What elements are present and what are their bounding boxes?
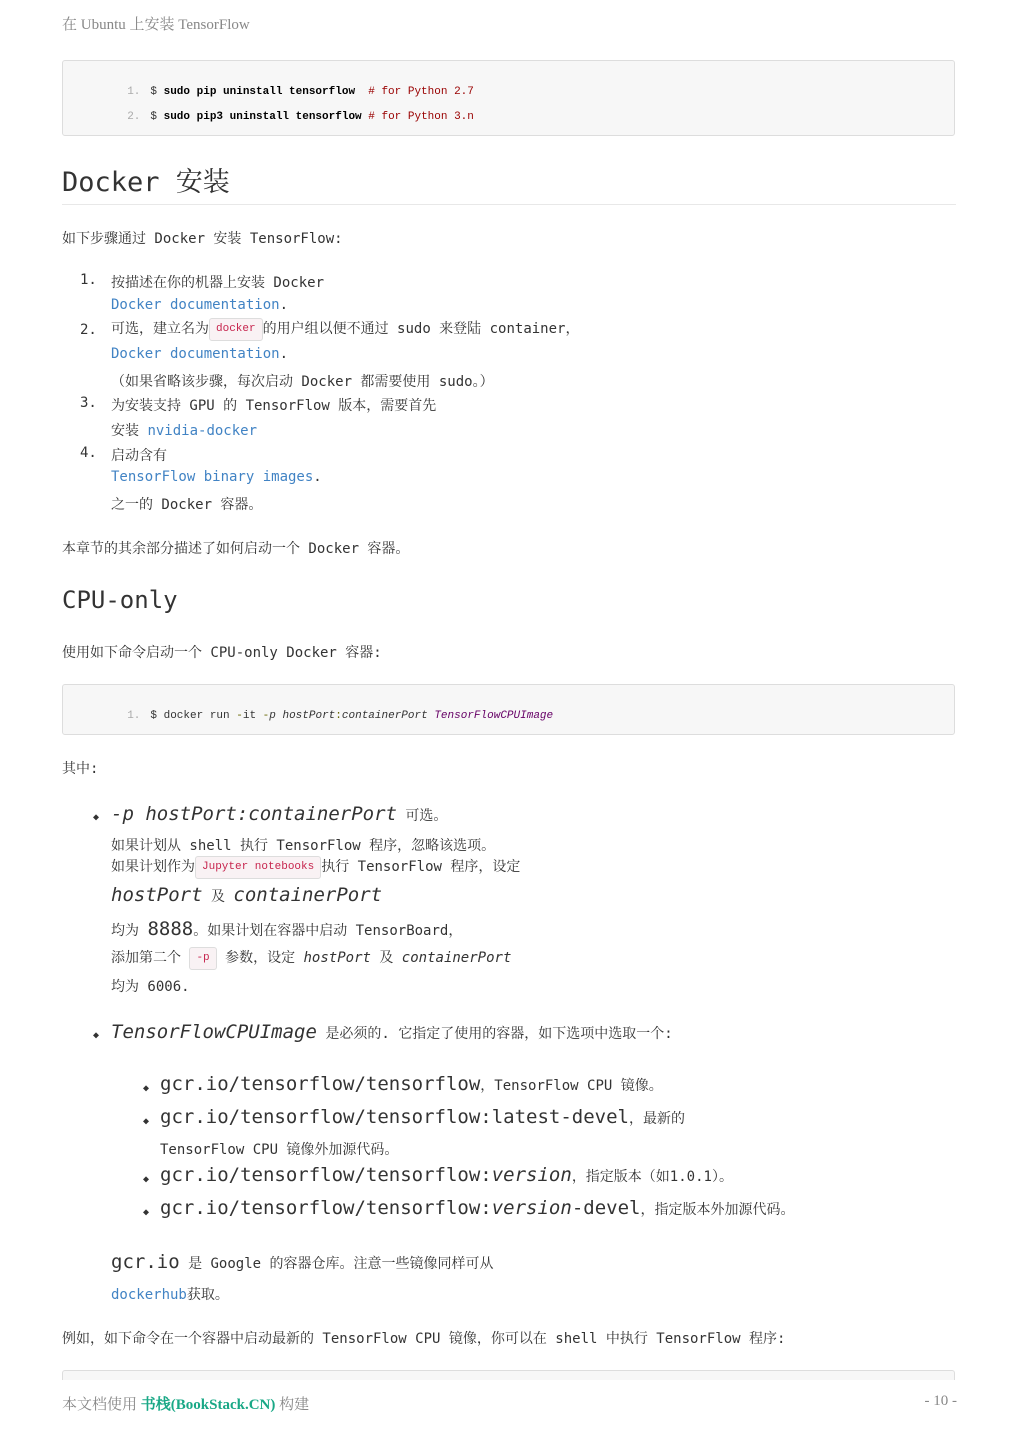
- page-header-title: 在 Ubuntu 上安装 TensorFlow: [62, 17, 250, 33]
- bullet-icon: ◆: [93, 812, 100, 823]
- spacer: [355, 86, 368, 98]
- option-desc: [111, 884, 382, 906]
- step-number: 4.: [80, 445, 97, 461]
- option-desc: [111, 855, 520, 879]
- step-number: 1.: [80, 272, 97, 288]
- punctuation: .: [279, 346, 289, 362]
- registry-name: gcr.io: [111, 1251, 180, 1273]
- nvidia-docker-link[interactable]: nvidia-docker: [147, 423, 258, 439]
- option-note: 是必须的. 它指定了使用的容器，如下选项中选取一个:: [316, 1026, 673, 1042]
- image-option: [160, 1073, 663, 1095]
- command: $ docker run: [150, 710, 237, 722]
- step-link-line: [111, 346, 288, 362]
- text: 本文档使用: [62, 1397, 141, 1413]
- text: 及: [370, 950, 402, 966]
- where-label: 其中:: [62, 761, 99, 777]
- version-placeholder: version: [491, 1164, 572, 1186]
- option-image-title: [111, 1021, 673, 1043]
- option-p-title: [111, 803, 447, 825]
- gcr-note: [111, 1251, 494, 1273]
- text: 获取。: [186, 1287, 229, 1303]
- image-suffix: -devel: [571, 1197, 641, 1219]
- bullet-icon: ◆: [143, 1207, 150, 1218]
- flag: it: [242, 710, 263, 722]
- step-number: 2.: [80, 322, 97, 338]
- step-text-a: 安装: [111, 423, 148, 439]
- step-text: 启动含有: [111, 448, 167, 464]
- image-desc: TensorFlow CPU 镜像外加源代码。: [160, 1142, 399, 1158]
- code-block-uninstall: [62, 60, 955, 136]
- page-number: - 10 -: [924, 1393, 957, 1409]
- bullet-icon: ◆: [143, 1083, 150, 1094]
- placeholder-host-port: hostPort: [282, 710, 336, 722]
- bookstack-link[interactable]: 书栈(BookStack.CN): [140, 1397, 276, 1413]
- image-desc: ，指定版本（如1.0.1）。: [571, 1169, 733, 1185]
- image-name: gcr.io/tensorflow/tensorflow:: [160, 1197, 492, 1219]
- option-name: TensorFlowCPUImage: [111, 1021, 317, 1043]
- code-line: [63, 698, 553, 734]
- step-link-line: [111, 297, 288, 313]
- code-badge-p: -p: [189, 947, 216, 970]
- step-link-line: [111, 469, 322, 485]
- docker-intro: 如下步骤通过 Docker 安装 TensorFlow:: [62, 231, 343, 247]
- step-number: 3.: [80, 395, 97, 411]
- docker-after: 本章节的其余部分描述了如何启动一个 Docker 容器。: [62, 541, 410, 557]
- option-name: -p hostPort:containerPort: [111, 803, 397, 825]
- gcr-note-line2: [111, 1284, 229, 1304]
- dockerhub-link[interactable]: dockerhub: [111, 1287, 187, 1303]
- bullet-icon: ◆: [143, 1116, 150, 1127]
- option-desc: [111, 946, 511, 970]
- option-desc: [111, 918, 462, 940]
- text: 如果计划作为: [111, 859, 195, 875]
- text: 均为: [111, 923, 148, 939]
- option-desc: 均为 6006.: [111, 979, 190, 995]
- host-port: hostPort: [111, 884, 203, 906]
- text: 执行 TensorFlow 程序，设定: [321, 859, 521, 875]
- image-option: [160, 1106, 685, 1128]
- code-block-next: [62, 1370, 955, 1380]
- step-link-line: [111, 420, 257, 440]
- command: sudo pip uninstall tensorflow: [163, 86, 356, 98]
- text: 及: [202, 889, 234, 905]
- heading-docker-install: Docker 安装: [62, 167, 230, 198]
- line-number: 1.: [127, 86, 141, 98]
- text: 构建: [275, 1397, 310, 1413]
- image-desc: ，TensorFlow CPU 镜像。: [480, 1078, 663, 1094]
- docker-documentation-link[interactable]: Docker documentation: [111, 297, 280, 313]
- step-text: [111, 317, 579, 341]
- heading-divider: [62, 204, 956, 205]
- code-badge-docker: docker: [209, 318, 263, 341]
- option-note: 可选。: [396, 808, 448, 824]
- port-number: 8888: [147, 918, 194, 940]
- step-text-a: 可选，建立名为: [111, 321, 209, 337]
- code-line: [63, 99, 474, 135]
- step-text: 之一的 Docker 容器。: [111, 497, 263, 513]
- docker-documentation-link[interactable]: Docker documentation: [111, 346, 280, 362]
- bullet-icon: ◆: [93, 1030, 100, 1041]
- footer-credit: [62, 1393, 309, 1414]
- code-comment: # for Python 2.7: [368, 86, 474, 98]
- step-note: （如果省略该步骤，每次启动 Docker 都需要使用 sudo。）: [111, 374, 494, 390]
- cpu-intro: 使用如下命令启动一个 CPU-only Docker 容器:: [62, 645, 382, 661]
- version-placeholder: version: [491, 1197, 572, 1219]
- punctuation: .: [313, 469, 322, 485]
- text: 参数，设定: [216, 950, 304, 966]
- tensorflow-binary-images-link[interactable]: TensorFlow binary images: [111, 469, 314, 485]
- prompt: $: [150, 111, 164, 123]
- code-badge-jupyter: Jupyter notebooks: [195, 856, 321, 879]
- punctuation: -: [262, 710, 270, 722]
- line-number: 1.: [127, 710, 141, 722]
- image-name: gcr.io/tensorflow/tensorflow:: [160, 1164, 492, 1186]
- line-number: 2.: [127, 111, 141, 123]
- image-option: [160, 1197, 794, 1219]
- command: sudo pip3 uninstall tensorflow: [163, 111, 362, 123]
- punctuation: :: [335, 710, 342, 722]
- container-port: containerPort: [233, 884, 383, 906]
- code-block-docker-run: [62, 684, 955, 735]
- image-desc: ，最新的: [629, 1111, 685, 1127]
- placeholder-container-port: containerPort: [341, 710, 435, 722]
- image-name: gcr.io/tensorflow/tensorflow:latest-devel: [160, 1106, 629, 1128]
- text: 是 Google 的容器仓库。注意一些镜像同样可从: [179, 1256, 494, 1272]
- example-text: 例如，如下命令在一个容器中启动最新的 TensorFlow CPU 镜像，你可以在 shell 中执行 TensorFlow 程序:: [62, 1331, 786, 1347]
- container-port: containerPort: [401, 950, 512, 966]
- heading-cpu-only: CPU-only: [62, 586, 178, 614]
- bullet-icon: ◆: [143, 1174, 150, 1185]
- code-comment: # for Python 3.n: [368, 111, 474, 123]
- text: 。如果计划在容器中启动 TensorBoard，: [193, 923, 463, 939]
- prompt: $: [150, 86, 164, 98]
- flag: p: [269, 710, 283, 722]
- image-option: [160, 1164, 733, 1186]
- step-text: 按描述在你的机器上安装 Docker: [111, 275, 325, 291]
- punctuation: -: [236, 710, 243, 722]
- text: 添加第二个: [111, 950, 190, 966]
- step-text: 为安装支持 GPU 的 TensorFlow 版本，需要首先: [111, 398, 437, 414]
- punctuation: .: [279, 297, 289, 313]
- step-text-b: 的用户组以便不通过 sudo 来登陆 container，: [262, 321, 580, 337]
- image-desc: ，指定版本外加源代码。: [640, 1202, 795, 1218]
- image-name: gcr.io/tensorflow/tensorflow: [160, 1073, 481, 1095]
- placeholder-image: TensorFlowCPUImage: [434, 710, 554, 722]
- option-desc: 如果计划从 shell 执行 TensorFlow 程序，忽略该选项。: [111, 838, 496, 854]
- host-port: hostPort: [303, 950, 371, 966]
